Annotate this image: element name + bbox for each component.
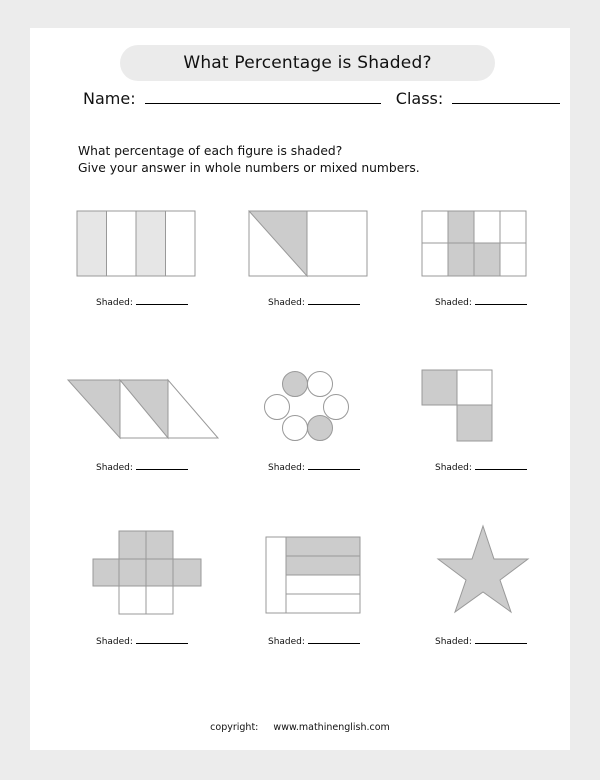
name-label: Name: [83, 89, 136, 108]
shaded-label-1: Shaded: [96, 298, 133, 308]
name-blank-line[interactable] [145, 87, 381, 104]
figure-vertical-strips [76, 210, 198, 278]
figure-cross-grid [92, 530, 204, 616]
answer-field-3[interactable] [435, 296, 527, 308]
copyright-label: copyright: [210, 722, 259, 733]
instruction-line-1: What percentage of each figure is shaded? [78, 144, 343, 158]
figure-triangle-in-rectangle [248, 210, 370, 278]
shaded-label-3: Shaded: [435, 298, 472, 308]
answer-blank-4[interactable] [136, 461, 188, 470]
answer-field-7[interactable] [96, 635, 188, 647]
figure-horizontal-bars [265, 536, 363, 615]
figure-grid-2x4 [421, 210, 529, 278]
class-label: Class: [395, 89, 444, 108]
answer-field-8[interactable] [268, 635, 360, 647]
answer-field-1[interactable] [96, 296, 188, 308]
answer-blank-5[interactable] [308, 461, 360, 470]
name-class-row [83, 87, 560, 108]
answer-field-4[interactable] [96, 461, 188, 473]
answer-field-5[interactable] [268, 461, 360, 473]
answer-blank-9[interactable] [475, 635, 527, 644]
instruction-line-2: Give your answer in whole numbers or mixed numbers. [78, 161, 420, 175]
title-text: What Percentage is Shaded? [183, 53, 432, 73]
worksheet-title [120, 45, 495, 81]
copyright-footer [0, 722, 600, 733]
answer-blank-3[interactable] [475, 296, 527, 305]
answer-field-2[interactable] [268, 296, 360, 308]
instructions [78, 143, 420, 177]
figure-parallelogram-triangles [66, 378, 222, 440]
shaded-label-5: Shaded: [268, 463, 305, 473]
website-link[interactable]: www.mathinenglish.com [273, 722, 390, 733]
answer-blank-1[interactable] [136, 296, 188, 305]
shaded-label-6: Shaded: [435, 463, 472, 473]
shaded-label-2: Shaded: [268, 298, 305, 308]
figure-l-shape-squares [421, 369, 495, 443]
answer-blank-2[interactable] [308, 296, 360, 305]
shaded-label-8: Shaded: [268, 637, 305, 647]
class-blank-line[interactable] [452, 87, 560, 104]
shaded-label-9: Shaded: [435, 637, 472, 647]
shaded-label-4: Shaded: [96, 463, 133, 473]
answer-blank-7[interactable] [136, 635, 188, 644]
answer-blank-6[interactable] [475, 461, 527, 470]
answer-blank-8[interactable] [308, 635, 360, 644]
figure-star [436, 524, 530, 614]
figure-six-circles [262, 370, 352, 444]
answer-field-9[interactable] [435, 635, 527, 647]
answer-field-6[interactable] [435, 461, 527, 473]
shaded-label-7: Shaded: [96, 637, 133, 647]
